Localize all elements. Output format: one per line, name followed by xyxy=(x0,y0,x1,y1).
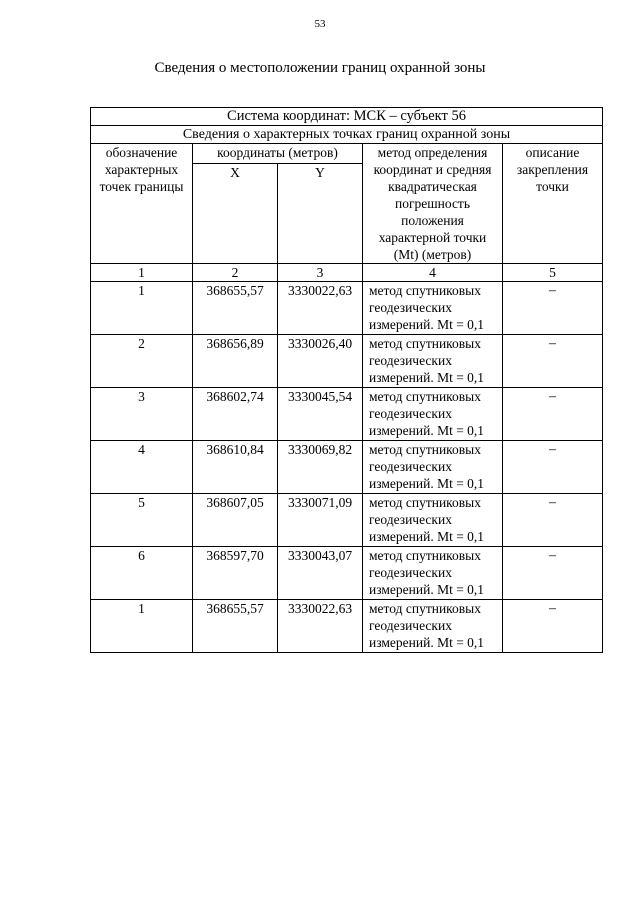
coordinate-system-header: Система координат: МСК – субъект 56 xyxy=(91,108,603,126)
table-row xyxy=(91,335,603,388)
points-info-header: Сведения о характерных точках границ охранной зоны xyxy=(91,126,603,144)
column-header-designation xyxy=(91,144,193,264)
description-cell: – xyxy=(503,600,603,653)
column-header-x: X xyxy=(193,164,278,264)
x-cell: 368602,74 xyxy=(193,388,278,441)
method-cell: метод спутниковых геодезических измерений. Mt = 0,1 xyxy=(363,388,503,441)
column-number: 4 xyxy=(363,264,503,282)
designation-line1: обозначение xyxy=(105,145,178,160)
x-cell: 368655,57 xyxy=(193,600,278,653)
method-cell: метод спутниковых геодезических измерений. Mt = 0,1 xyxy=(363,335,503,388)
table-row xyxy=(91,282,603,335)
point-cell: 1 xyxy=(91,282,193,335)
method-cell: метод спутниковых геодезических измерений. Mt = 0,1 xyxy=(363,282,503,335)
column-number: 3 xyxy=(278,264,363,282)
y-cell: 3330022,63 xyxy=(278,600,363,653)
column-header-y: Y xyxy=(278,164,363,264)
point-cell: 1 xyxy=(91,600,193,653)
column-header-method: метод определения координат и средняя квадратическая погрешность положения характерной точки (Mt) (метров) xyxy=(363,144,503,264)
column-number: 5 xyxy=(503,264,603,282)
point-cell: 6 xyxy=(91,547,193,600)
column-header-description: описание закрепления точки xyxy=(503,144,603,264)
y-cell: 3330045,54 xyxy=(278,388,363,441)
column-number: 2 xyxy=(193,264,278,282)
description-cell: – xyxy=(503,388,603,441)
y-cell: 3330026,40 xyxy=(278,335,363,388)
description-cell: – xyxy=(503,547,603,600)
point-cell: 2 xyxy=(91,335,193,388)
table-row xyxy=(91,388,603,441)
table-row xyxy=(91,494,603,547)
boundary-points-table xyxy=(90,107,603,653)
y-cell: 3330043,07 xyxy=(278,547,363,600)
description-cell: – xyxy=(503,494,603,547)
table-row xyxy=(91,600,603,653)
y-cell: 3330071,09 xyxy=(278,494,363,547)
x-cell: 368610,84 xyxy=(193,441,278,494)
column-header-coordinates: координаты (метров) xyxy=(193,144,363,164)
page-title: Сведения о местоположении границ охранной зоны xyxy=(154,60,486,76)
point-cell: 3 xyxy=(91,388,193,441)
point-cell: 5 xyxy=(91,494,193,547)
description-cell: – xyxy=(503,282,603,335)
point-cell: 4 xyxy=(91,441,193,494)
method-cell: метод спутниковых геодезических измерений. Mt = 0,1 xyxy=(363,494,503,547)
y-cell: 3330022,63 xyxy=(278,282,363,335)
x-cell: 368655,57 xyxy=(193,282,278,335)
page-number: 53 xyxy=(314,18,326,30)
table-row xyxy=(91,547,603,600)
x-cell: 368607,05 xyxy=(193,494,278,547)
column-numbers-row xyxy=(91,264,603,282)
x-cell: 368656,89 xyxy=(193,335,278,388)
description-cell: – xyxy=(503,441,603,494)
method-cell: метод спутниковых геодезических измерений. Mt = 0,1 xyxy=(363,547,503,600)
designation-rest: характерных точек границы xyxy=(99,162,184,194)
description-cell: – xyxy=(503,335,603,388)
method-cell: метод спутниковых геодезических измерений. Mt = 0,1 xyxy=(363,441,503,494)
x-cell: 368597,70 xyxy=(193,547,278,600)
method-cell: метод спутниковых геодезических измерений. Mt = 0,1 xyxy=(363,600,503,653)
table-row xyxy=(91,441,603,494)
column-number: 1 xyxy=(91,264,193,282)
y-cell: 3330069,82 xyxy=(278,441,363,494)
